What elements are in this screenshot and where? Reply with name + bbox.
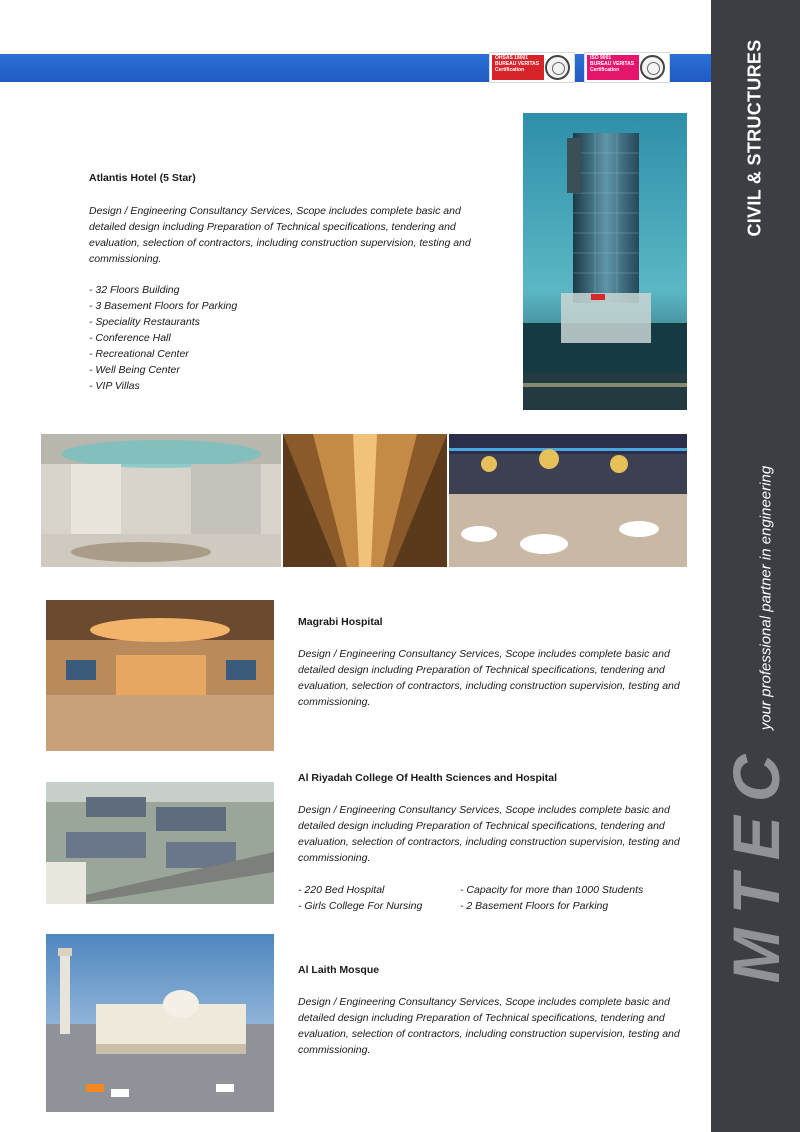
certificate-issuer: BUREAU VERITAS (590, 61, 635, 67)
certificate-issuer: BUREAU VERITAS (495, 61, 540, 67)
feature-item: - Recreational Center (89, 348, 189, 360)
feature-item: - Capacity for more than 1000 Students (460, 884, 644, 896)
project-title-al-riyadah: Al Riyadah College Of Health Sciences and Hospital (298, 772, 558, 784)
certificate-label-box (587, 55, 639, 80)
magrabi-hospital-photo (46, 600, 274, 751)
certificate-label-box (492, 55, 544, 80)
project-description-atlantis: Design / Engineering Consultancy Services, Scope includes complete basic and detailed design including Preparation of Technical specifications, tendering and evaluation, selection of contractors, including construction supervision, testing and commissioning. (89, 205, 471, 265)
project-title-al-laith: Al Laith Mosque (298, 964, 380, 976)
project-description-al-laith: Design / Engineering Consultancy Services, Scope includes complete basic and detailed design including Preparation of Technical specifications, tendering and evaluation, selection of contractors, including construction supervision, testing and commissioning. (298, 996, 680, 1056)
project-title-atlantis: Atlantis Hotel (5 Star) (89, 172, 196, 184)
ohsas-certificate-badge (489, 52, 575, 83)
project-description-magrabi: Design / Engineering Consultancy Services, Scope includes complete basic and detailed design including Preparation of Technical specifications, tendering and evaluation, selection of contractors, including construction supervision, testing and commissioning. (298, 648, 680, 708)
project-description-al-riyadah: Design / Engineering Consultancy Services, Scope includes complete basic and detailed design including Preparation of Technical specifications, tendering and evaluation, selection of contractors, including construction supervision, testing and commissioning. (298, 804, 680, 864)
feature-item: - Conference Hall (89, 332, 171, 344)
bureau-veritas-seal-icon (640, 55, 665, 80)
certificate-standard: ISO 9001 (590, 55, 612, 61)
al-riyadah-campus-photo (46, 782, 274, 904)
bureau-veritas-seal-icon (545, 55, 570, 80)
atlantis-lobby-photo (41, 434, 281, 567)
atlantis-atrium-photo (283, 434, 447, 567)
feature-item: - 220 Bed Hospital (298, 884, 385, 896)
atlantis-tower-photo (523, 113, 687, 410)
project-features-atlantis (89, 282, 237, 394)
feature-item: - 3 Basement Floors for Parking (89, 300, 238, 312)
project-features-al-riyadah-col1 (298, 882, 422, 914)
feature-item: - 2 Basement Floors for Parking (460, 900, 609, 912)
project-title-magrabi: Magrabi Hospital (298, 616, 383, 628)
feature-item: - VIP Villas (89, 380, 140, 392)
feature-item: - 32 Floors Building (89, 284, 180, 296)
iso-certificate-badge (584, 52, 670, 83)
atlantis-ballroom-photo (449, 434, 687, 567)
feature-item: - Well Being Center (89, 364, 180, 376)
al-laith-mosque-photo (46, 934, 274, 1112)
tagline: your professional partner in engineering (757, 465, 775, 731)
project-features-al-riyadah-col2 (460, 882, 643, 914)
feature-item: - Speciality Restaurants (89, 316, 200, 328)
section-title: CIVIL & STRUCTURES (744, 39, 765, 237)
feature-item: - Girls College For Nursing (298, 900, 423, 912)
certificate-label: Certification (590, 67, 620, 73)
brand-wordmark: MTEC (719, 740, 793, 984)
certificate-label: Certification (495, 67, 525, 73)
certificate-standard: OHSAS 18001 (495, 55, 529, 61)
